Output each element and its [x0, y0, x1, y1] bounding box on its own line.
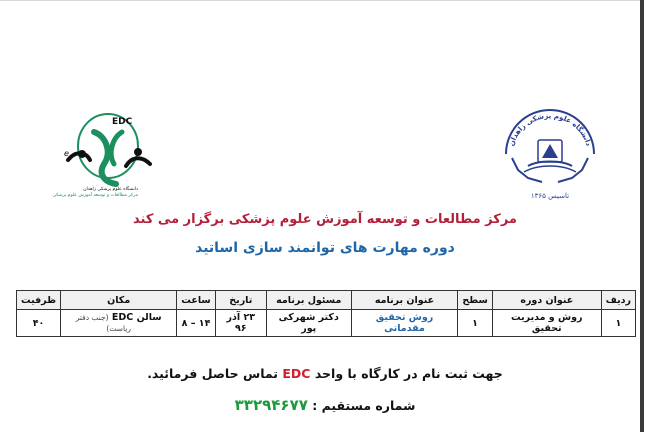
- col-header-time: ساعت: [177, 291, 215, 310]
- cell-capacity: ۴۰: [17, 310, 61, 337]
- place-note: (جنب دفتر ریاست): [75, 313, 131, 333]
- cell-level: ۱: [458, 310, 492, 337]
- edc-logo-label: EDC: [112, 117, 133, 127]
- col-header-course: عنوان دوره: [492, 291, 601, 310]
- phone-line: [0, 396, 650, 414]
- place-name: سالن EDC: [111, 312, 162, 323]
- university-seal-logo: [498, 106, 602, 210]
- registration-text-before: جهت ثبت نام در کارگاه با واحد: [314, 366, 503, 381]
- col-header-date: تاریخ: [215, 291, 266, 310]
- edc-logo: [46, 104, 166, 204]
- col-header-row-number: ردیف: [601, 291, 635, 310]
- cell-row-number: ۱: [601, 310, 635, 337]
- col-header-responsible: مسئول برنامه: [266, 291, 351, 310]
- svg-text:دانشگاه علوم پزشکی زاهدان: دانشگاه علوم پزشکی زاهدان: [83, 187, 138, 192]
- cell-program: روش تحقیق مقدماتی: [351, 310, 458, 337]
- cell-course: روش و مدیریت تحقیق: [492, 310, 601, 337]
- cell-date: ۲۳ آذر ۹۶: [215, 310, 266, 337]
- organizer-line: مرکز مطالعات و توسعه آموزش علوم پزشکی برگزار می کند: [133, 212, 517, 227]
- registration-line: [0, 366, 650, 381]
- svg-text:دانشگاه علوم پزشکی زاهدان: دانشگاه علوم پزشکی زاهدان: [507, 111, 593, 148]
- col-header-capacity: ظرفیت: [17, 291, 61, 310]
- table-header-row: [17, 291, 636, 310]
- svg-text:تاسیس ۱۳۶۵: تاسیس ۱۳۶۵: [530, 192, 570, 200]
- course-title: دوره مهارت های توانمند سازی اساتید: [195, 240, 455, 256]
- col-header-program: عنوان برنامه: [351, 291, 458, 310]
- col-header-level: سطح: [458, 291, 492, 310]
- col-header-place: مکان: [61, 291, 177, 310]
- phone-number: ۳۳۲۹۴۶۷۷: [234, 396, 308, 414]
- svg-text:مرکز مطالعات و توسعه آموزش علو: مرکز مطالعات و توسعه آموزش علوم پزشکی: [52, 193, 138, 198]
- registration-unit: EDC: [282, 366, 311, 381]
- page-top-border: [0, 0, 644, 1]
- registration-text-after: تماس حاصل فرمائید.: [147, 366, 279, 381]
- table-row: [17, 310, 636, 337]
- svg-text:e: e: [64, 149, 69, 158]
- cell-place: [61, 310, 177, 337]
- cell-responsible: دکتر شهرکی پور: [266, 310, 351, 337]
- phone-label: شماره مستقیم :: [312, 398, 416, 413]
- schedule-table: [16, 290, 636, 337]
- cell-time: ۱۴ – ۸: [177, 310, 215, 337]
